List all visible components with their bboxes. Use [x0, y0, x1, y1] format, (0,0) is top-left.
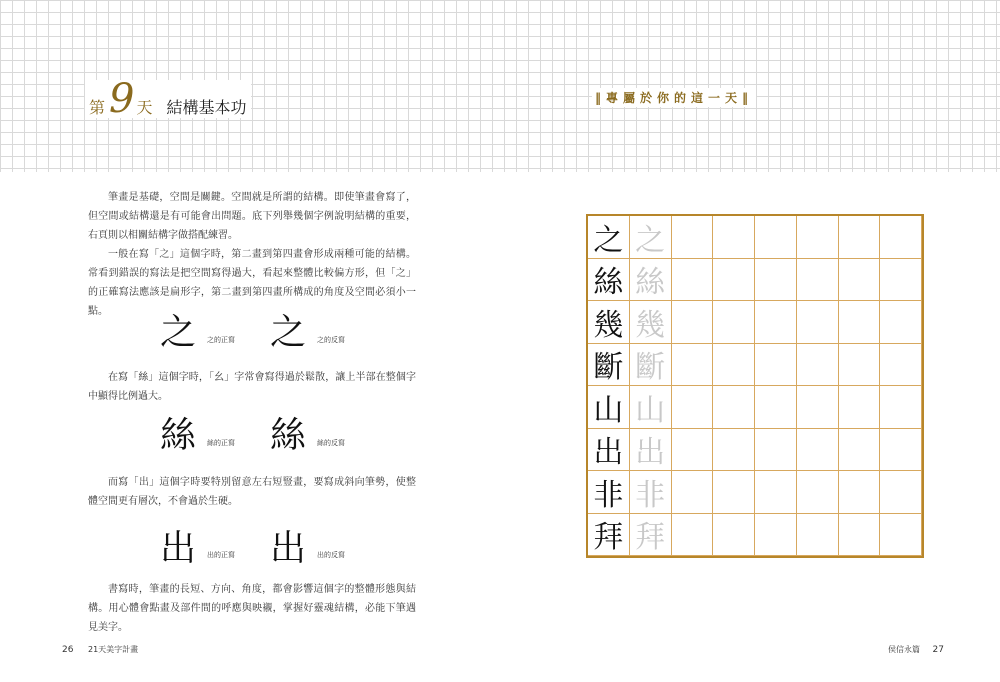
practice-row: [588, 216, 922, 259]
practice-empty-cell: [755, 429, 797, 472]
footer-left: [62, 644, 138, 655]
example-label-wrong-2: 絲的反寫: [317, 439, 345, 447]
practice-empty-cell: [672, 259, 714, 302]
practice-empty-cell: [672, 471, 714, 514]
practice-empty-cell: [672, 344, 714, 387]
practice-empty-cell: [880, 259, 922, 302]
practice-model-char: [588, 429, 630, 472]
practice-empty-cell: [713, 216, 755, 259]
example-label-correct-3: 出的正寫: [207, 551, 235, 559]
practice-model-char: [588, 216, 630, 259]
practice-empty-cell: [880, 344, 922, 387]
day-number: 9: [109, 76, 135, 122]
practice-empty-cell: [880, 471, 922, 514]
practice-empty-cell: [839, 429, 881, 472]
practice-empty-cell: [880, 429, 922, 472]
model-char: 非: [593, 477, 624, 513]
practice-empty-cell: [713, 301, 755, 344]
practice-trace-char: [630, 259, 672, 302]
model-char: 山: [593, 392, 624, 428]
practice-empty-cell: [713, 344, 755, 387]
practice-empty-cell: [672, 386, 714, 429]
practice-trace-char: [630, 429, 672, 472]
practice-trace-char: [630, 301, 672, 344]
example-label-wrong-1: 之的反寫: [317, 336, 345, 344]
practice-empty-cell: [797, 429, 839, 472]
book-title: 21天美字計畫: [88, 645, 139, 654]
practice-row: [588, 514, 922, 557]
practice-trace-char: [630, 471, 672, 514]
model-char: 幾: [593, 307, 624, 343]
practice-empty-cell: [713, 386, 755, 429]
paragraph-5: 書寫時，筆畫的長短、方向、角度，都會影響這個字的整體形態與結構。用心體會點畫及部件間的呼應與映襯，掌握好靈魂結構，必能下筆遇見美字。: [88, 584, 416, 633]
practice-empty-cell: [839, 514, 881, 557]
practice-empty-cell: [839, 301, 881, 344]
practice-row: [588, 259, 922, 302]
trace-char: 山: [635, 392, 666, 428]
trace-char: 絲: [635, 265, 666, 301]
practice-empty-cell: [672, 216, 714, 259]
practice-empty-cell: [880, 301, 922, 344]
practice-empty-cell: [755, 216, 797, 259]
practice-row: [588, 471, 922, 514]
practice-empty-cell: [839, 344, 881, 387]
practice-row: [588, 301, 922, 344]
practice-empty-cell: [755, 259, 797, 302]
model-char: 斷: [593, 350, 624, 386]
practice-empty-cell: [755, 471, 797, 514]
example-char-correct-3: 出: [160, 528, 197, 569]
practice-model-char: [588, 514, 630, 557]
trace-char: 之: [635, 222, 666, 258]
practice-empty-cell: [797, 216, 839, 259]
page-number-right: 27: [932, 645, 944, 655]
chapter-title: [85, 76, 251, 122]
practice-empty-cell: [713, 429, 755, 472]
practice-empty-cell: [880, 386, 922, 429]
practice-empty-cell: [755, 514, 797, 557]
model-char: 出: [593, 435, 624, 471]
practice-empty-cell: [839, 471, 881, 514]
page-number-left: 26: [62, 645, 74, 655]
practice-empty-cell: [839, 259, 881, 302]
practice-empty-cell: [797, 471, 839, 514]
practice-empty-cell: [797, 514, 839, 557]
practice-trace-char: [630, 386, 672, 429]
practice-empty-cell: [755, 344, 797, 387]
practice-model-char: [588, 386, 630, 429]
practice-trace-char: [630, 514, 672, 557]
practice-empty-cell: [713, 259, 755, 302]
practice-empty-cell: [672, 301, 714, 344]
practice-empty-cell: [839, 386, 881, 429]
practice-empty-cell: [797, 344, 839, 387]
practice-model-char: [588, 301, 630, 344]
practice-empty-cell: [672, 514, 714, 557]
model-char: 絲: [593, 265, 624, 301]
practice-empty-cell: [839, 216, 881, 259]
practice-grid: [586, 214, 924, 558]
title-prefix: 第: [89, 98, 106, 117]
paragraph-2: 一般在寫「之」這個字時，第二畫到第四畫會形成兩種可能的結構。常看到錯誤的寫法是把空間寫得過大，看起來整體比較偏方形，但「之」的正確寫法應該是扁形字，第二畫到第四畫所構成的角度及空間必須小一點。: [88, 249, 416, 317]
practice-trace-char: [630, 216, 672, 259]
paragraph-3: 在寫「絲」這個字時，「幺」字常會寫得過於鬆散，讓上半部在整個字中顯得比例過大。: [88, 372, 416, 402]
practice-empty-cell: [713, 514, 755, 557]
practice-row: [588, 344, 922, 387]
paragraph-4: 而寫「出」這個字時要特別留意左右短豎畫，要寫成斜向筆勢，使整體空間更有層次，不會過於生硬。: [88, 477, 416, 507]
title-day: 天: [136, 98, 153, 117]
trace-char: 出: [635, 435, 666, 471]
practice-empty-cell: [713, 471, 755, 514]
example-char-wrong-3: 出: [270, 528, 307, 569]
practice-empty-cell: [755, 301, 797, 344]
section-name: 侯信永篇: [888, 645, 920, 654]
trace-char: 斷: [635, 350, 666, 386]
practice-model-char: [588, 259, 630, 302]
example-char-correct-1: 之: [160, 312, 197, 353]
example-char-correct-2: 絲: [160, 415, 197, 456]
practice-row: [588, 386, 922, 429]
tagline: ‖專屬於你的這一天‖: [592, 88, 756, 107]
practice-model-char: [588, 471, 630, 514]
practice-empty-cell: [797, 259, 839, 302]
example-label-correct-1: 之的正寫: [207, 336, 235, 344]
practice-empty-cell: [880, 514, 922, 557]
practice-empty-cell: [797, 301, 839, 344]
model-char: 拜: [593, 520, 624, 556]
example-label-wrong-3: 出的反寫: [317, 551, 345, 559]
trace-char: 拜: [635, 520, 666, 556]
title-name: 結構基本功: [166, 98, 247, 117]
footer-right: [888, 644, 944, 655]
model-char: 之: [593, 222, 624, 258]
practice-empty-cell: [672, 429, 714, 472]
practice-trace-char: [630, 344, 672, 387]
example-char-wrong-1: 之: [270, 312, 307, 353]
practice-empty-cell: [755, 386, 797, 429]
practice-model-char: [588, 344, 630, 387]
trace-char: 非: [635, 477, 666, 513]
example-char-wrong-2: 絲: [270, 415, 307, 456]
trace-char: 幾: [635, 307, 666, 343]
practice-row: [588, 429, 922, 472]
practice-empty-cell: [880, 216, 922, 259]
practice-empty-cell: [797, 386, 839, 429]
example-label-correct-2: 絲的正寫: [207, 439, 235, 447]
paragraph-1: 筆畫是基礎，空間是關鍵。空間就是所謂的結構。即使筆畫會寫了，但空間或結構還是有可能會出問題。底下列舉幾個字例說明結構的重要，右頁則以相關結構字做搭配練習。: [88, 192, 416, 241]
